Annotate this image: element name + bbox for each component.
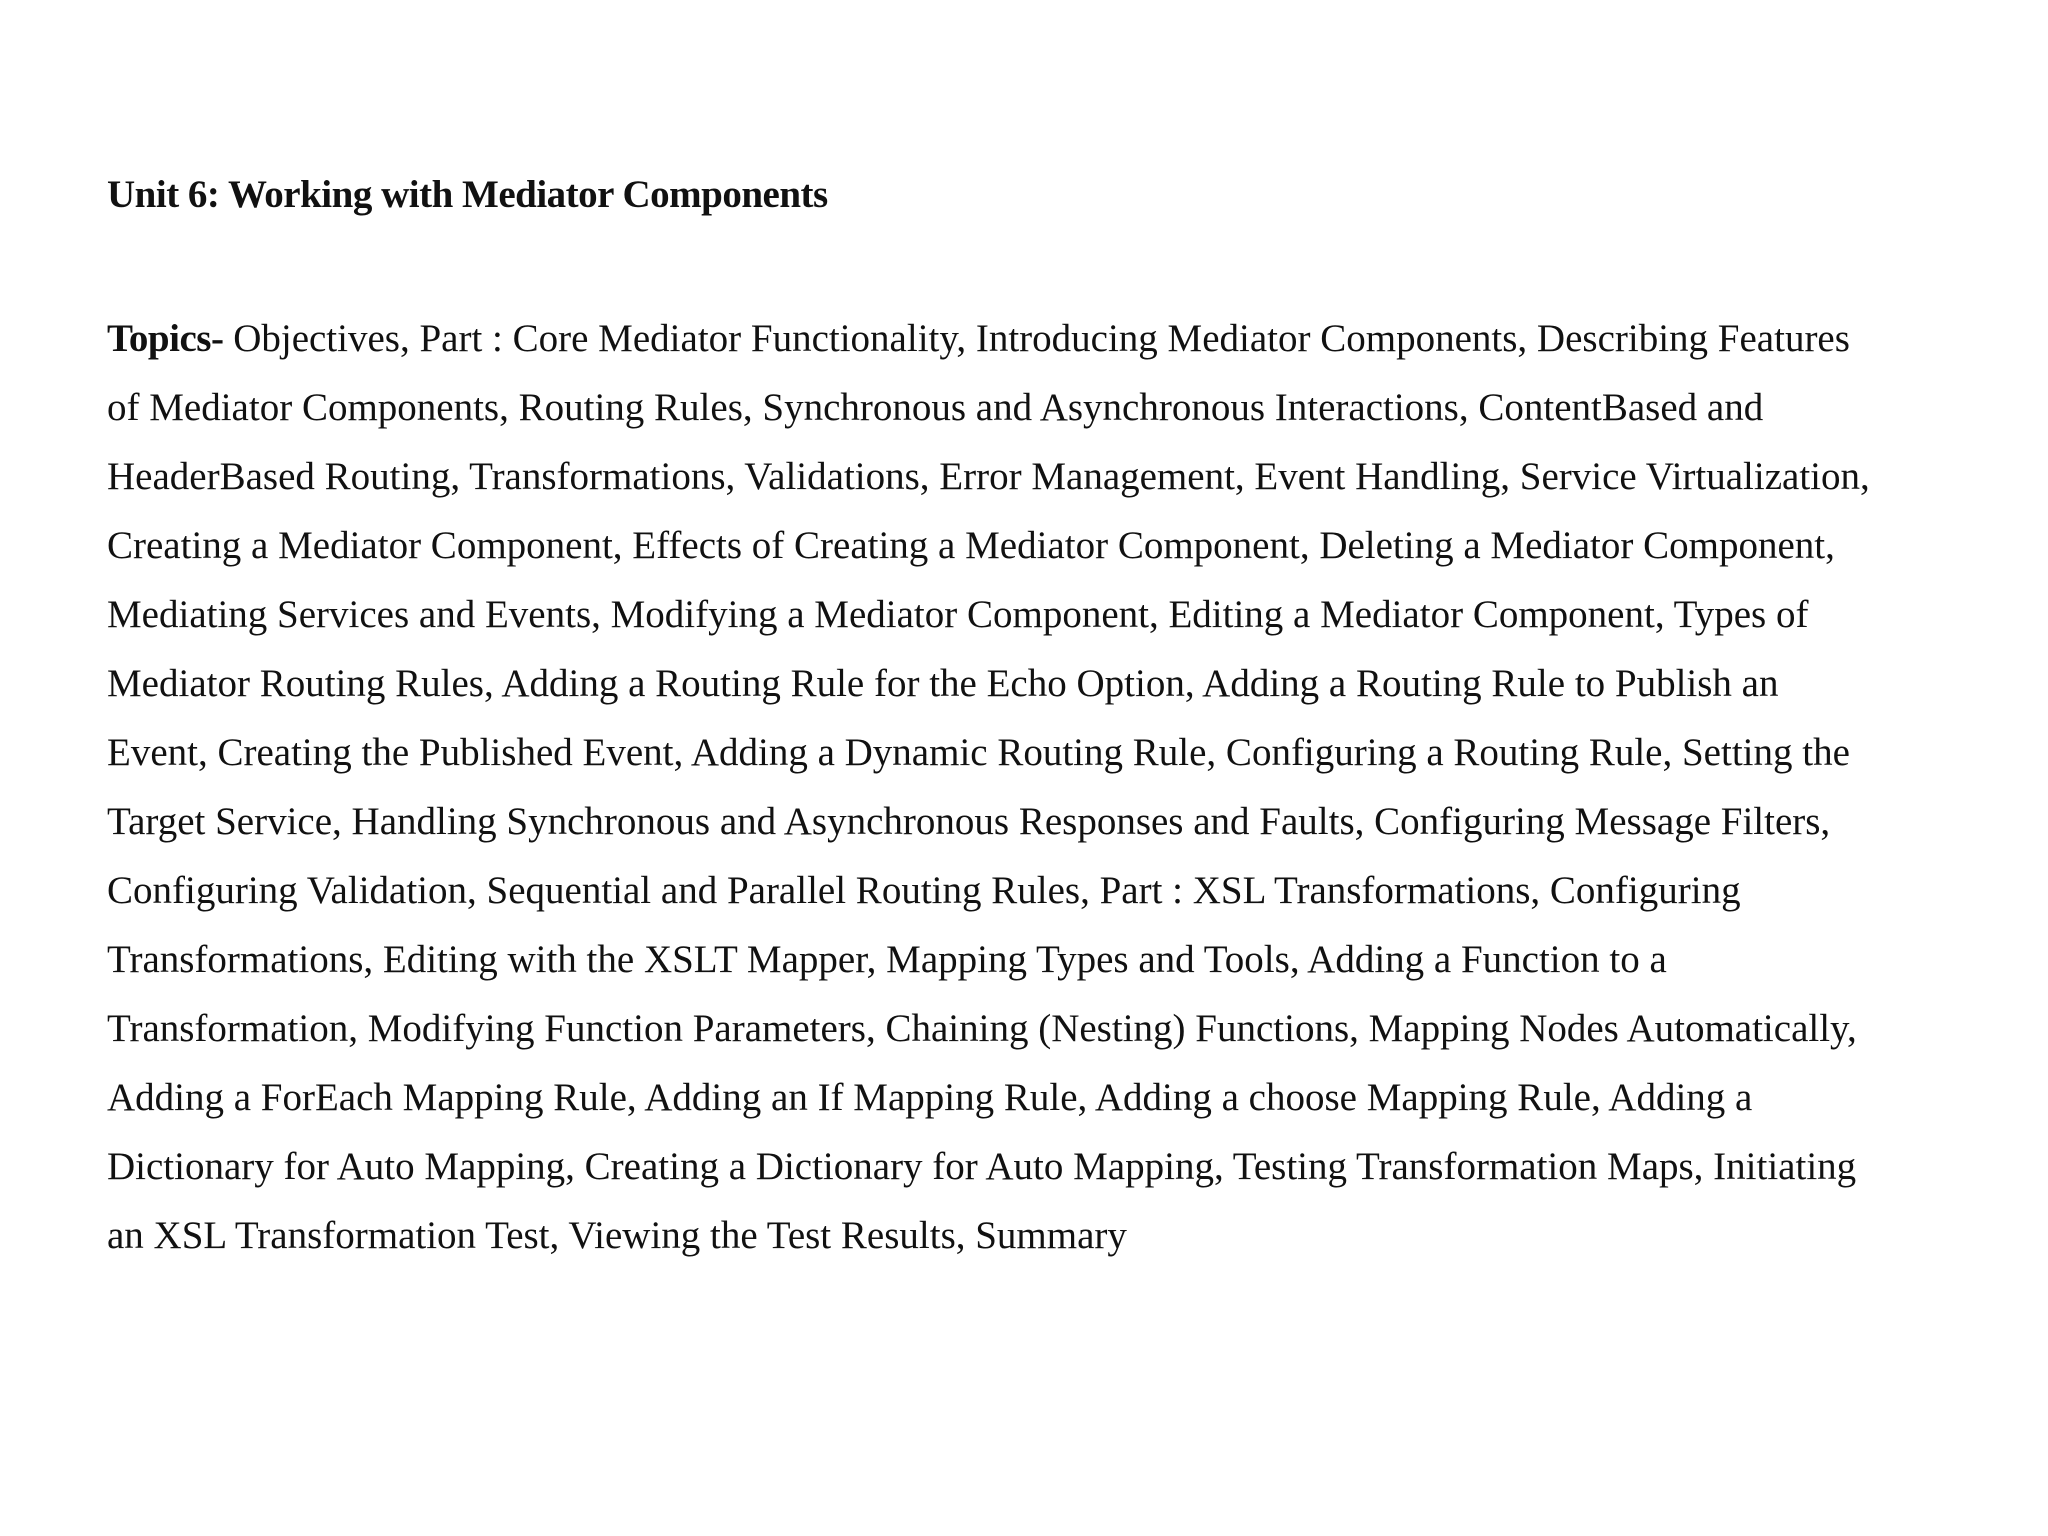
topics-line: Configuring Validation, Sequential and Parallel Routing Rules, Part : XSL Transformations, Configuring (107, 869, 1741, 912)
topics-line: an XSL Transformation Test, Viewing the Test Results, Summary (107, 1214, 1127, 1257)
topics-line: Dictionary for Auto Mapping, Creating a Dictionary for Auto Mapping, Testing Transformation Maps, Initiating (107, 1145, 1857, 1188)
topics-line: of Mediator Components, Routing Rules, Synchronous and Asynchronous Interactions, ContentBased and (107, 386, 1764, 429)
topics-line: HeaderBased Routing, Transformations, Validations, Error Management, Event Handling, Service Virtualization, (107, 455, 1870, 498)
topics-paragraph (107, 304, 1967, 1270)
topics-line-text: Objectives, Part : Core Mediator Functionality, Introducing Mediator Components, Describing Features (223, 317, 1850, 360)
topics-line (107, 304, 1967, 373)
topics-label: Topics- (107, 317, 224, 360)
topics-line: Adding a ForEach Mapping Rule, Adding an If Mapping Rule, Adding a choose Mapping Rule, Adding a (107, 1076, 1753, 1119)
topics-line: Mediator Routing Rules, Adding a Routing Rule for the Echo Option, Adding a Routing Rule to Publish an (107, 662, 1779, 705)
topics-line: Transformation, Modifying Function Parameters, Chaining (Nesting) Functions, Mapping Nodes Automatically, (107, 1007, 1857, 1050)
topics-line: Creating a Mediator Component, Effects of Creating a Mediator Component, Deleting a Mediator Component, (107, 524, 1835, 567)
topics-line: Target Service, Handling Synchronous and Asynchronous Responses and Faults, Configuring Message Filters, (107, 800, 1831, 843)
topics-line: Transformations, Editing with the XSLT Mapper, Mapping Types and Tools, Adding a Function to a (107, 938, 1667, 981)
unit-heading: Unit 6: Working with Mediator Components (107, 173, 828, 216)
topics-line: Mediating Services and Events, Modifying a Mediator Component, Editing a Mediator Component, Types of (107, 593, 1809, 636)
topics-line: Event, Creating the Published Event, Adding a Dynamic Routing Rule, Configuring a Routing Rule, Setting the (107, 731, 1850, 774)
